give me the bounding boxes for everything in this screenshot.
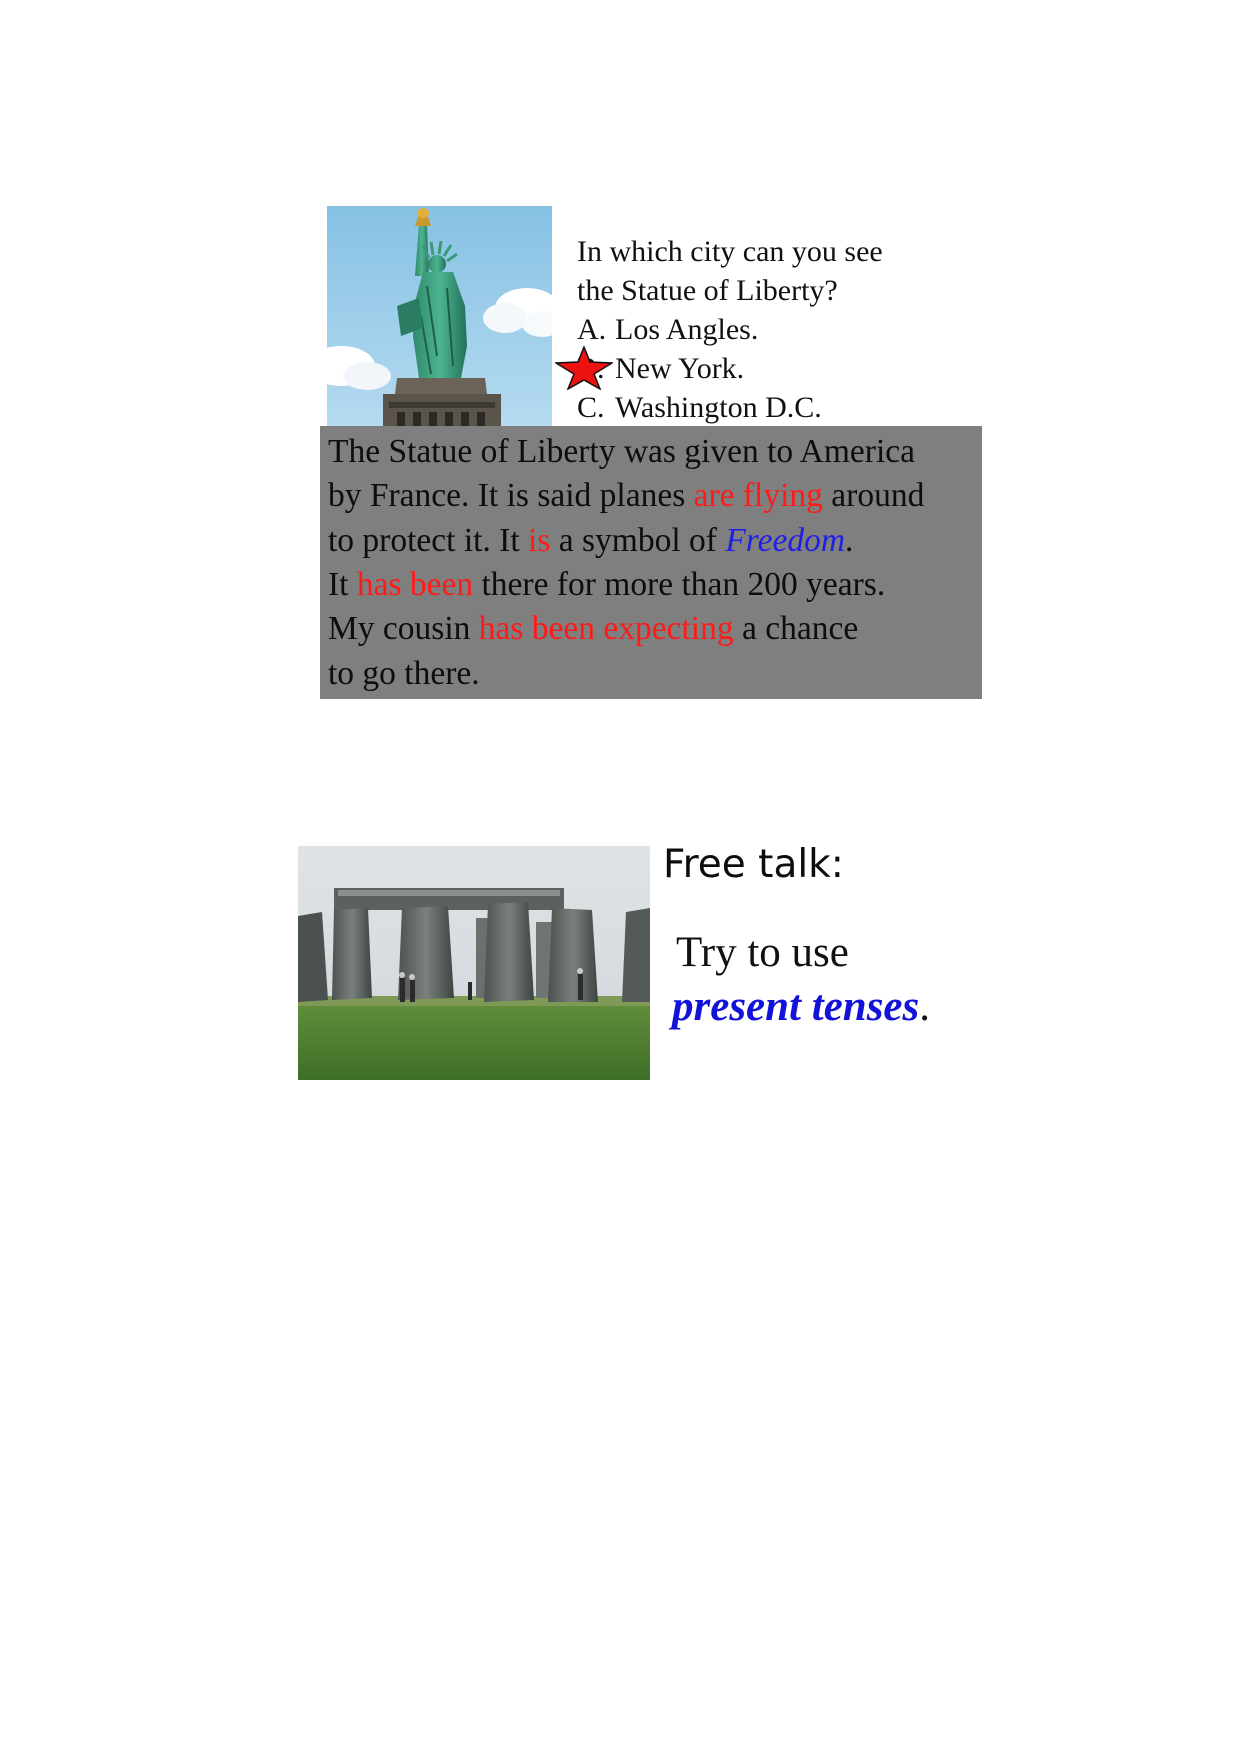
text: a symbol of xyxy=(550,522,726,559)
highlight-verb: has been expecting xyxy=(478,610,734,647)
text: . xyxy=(845,522,854,559)
question-line-1: In which city can you see xyxy=(577,235,883,268)
option-c-text: Washington D.C. xyxy=(615,391,822,424)
statue-of-liberty-photo xyxy=(327,206,552,428)
free-talk-heading: Free talk: xyxy=(663,842,844,887)
instruction-line: Try to use xyxy=(676,929,849,976)
statue-paragraph-box xyxy=(320,426,982,699)
option-b xyxy=(577,349,937,388)
option-a-text: Los Angles. xyxy=(615,313,759,346)
question-line-2: the Statue of Liberty? xyxy=(577,274,838,307)
highlight-verb: has been xyxy=(356,566,474,603)
paragraph-line-5 xyxy=(328,607,858,651)
paragraph-line-1: The Statue of Liberty was given to America xyxy=(328,433,916,470)
option-b-text: New York. xyxy=(615,352,745,385)
highlight-verb: is xyxy=(528,522,551,559)
star-icon xyxy=(555,346,613,390)
paragraph-line-4 xyxy=(328,563,885,607)
stonehenge-photo xyxy=(298,846,650,1080)
text: It xyxy=(328,566,357,603)
quiz-question xyxy=(577,232,937,427)
option-c-letter: C. xyxy=(577,391,605,424)
option-a-letter: A. xyxy=(577,313,607,346)
option-c xyxy=(577,388,937,427)
text: to protect it. It xyxy=(328,522,529,559)
option-a xyxy=(577,310,937,349)
text: a chance xyxy=(733,610,859,647)
text: My cousin xyxy=(328,610,479,647)
paragraph-line-3 xyxy=(328,519,853,563)
text: around xyxy=(822,477,925,514)
highlight-verb: are flying xyxy=(693,477,823,514)
instruction-emphasis-line xyxy=(672,982,930,1031)
highlight-word: Freedom xyxy=(725,522,846,559)
paragraph-line-2 xyxy=(328,474,924,518)
period: . xyxy=(919,983,930,1030)
text: there for more than 200 years. xyxy=(473,566,886,603)
text: by France. It is said planes xyxy=(328,477,694,514)
emphasis-text: present tenses xyxy=(672,983,920,1030)
paragraph-line-6: to go there. xyxy=(328,655,480,692)
